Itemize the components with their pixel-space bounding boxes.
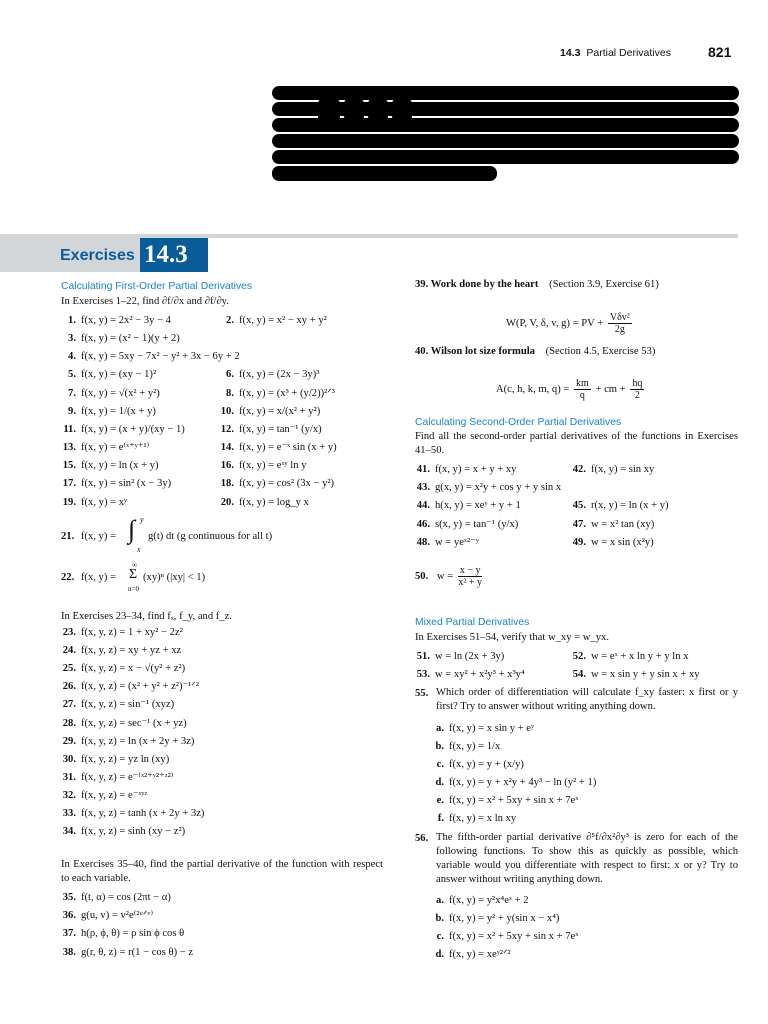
- exercise-expression: f(x, y) = 1/(x + y): [81, 405, 156, 417]
- exercise-item: [50, 717, 187, 730]
- exercise-expression: h(ρ, ϕ, θ) = ρ sin ϕ cos θ: [81, 928, 185, 940]
- exercise-expression: f(x, y) = (x + y)/(xy − 1): [81, 423, 185, 435]
- exercises-label: Exercises: [60, 247, 135, 264]
- exercise-item: [208, 405, 320, 418]
- formula-lhs: W(P, V, δ, v, g) = PV +: [506, 317, 604, 329]
- exercise-item: [208, 314, 327, 327]
- section-number: 14.3: [560, 47, 581, 59]
- exercise-40-title: 40. Wilson lot size formula: [415, 346, 535, 357]
- exercise-expression: f(x, y) = x/(x² + y²): [239, 405, 321, 417]
- exercise-number: 10.: [220, 405, 234, 417]
- exercise-item: [560, 518, 654, 531]
- intro-first-order: In Exercises 1–22, find ∂f/∂x and ∂f/∂y.: [61, 296, 229, 307]
- exercise-expression: f(x, y) = e⁽ˣ⁺ʸ⁺¹⁾: [81, 442, 150, 454]
- exercise-expression: w = xy² + x²y³ + x³y⁴: [435, 669, 525, 680]
- exercise-item: [208, 459, 307, 472]
- exercise-expression: w = x sin y + y sin x + xy: [591, 669, 700, 680]
- exercise-item: [208, 496, 309, 509]
- exercise-item: [50, 807, 204, 820]
- exercise-number: 54.: [572, 669, 586, 680]
- exercise-expression: g(u, v) = v²e⁽²ᵘᐟᵛ⁾: [81, 910, 154, 922]
- fraction-denominator: q: [579, 390, 585, 401]
- exercise-number: 14.: [220, 442, 234, 454]
- exercise-56-text: The fifth-order partial derivative ∂⁵f/∂x²∂y³ is zero for each of the following functions. To show this as quickly as possible, which variable would you differentiate with respect to first: x or y? Try to answer without writing anything down.: [436, 832, 738, 885]
- exercise-number: 50.: [415, 570, 429, 582]
- exercise-expression: f(x, y, z) = sin⁻¹ (xyz): [81, 699, 175, 711]
- exercise-item: [50, 423, 185, 436]
- exercise-number: 6.: [226, 369, 234, 381]
- exercise-item: [50, 441, 149, 454]
- fraction-numerator: Vδv²: [609, 312, 630, 323]
- sum-lower: n=0: [128, 585, 139, 593]
- exercise-item: [208, 477, 334, 490]
- exercise-expression: f(x, y, z) = tanh (x + 2y + 3z): [81, 808, 205, 819]
- exercise-item: [430, 794, 578, 807]
- exercise-expression: f(x, y) = sin xy: [591, 464, 655, 475]
- exercise-expression: f(x, y) = (x³ + (y/2))²ᐟ³: [239, 387, 335, 399]
- exercise-number: 24.: [62, 645, 76, 657]
- exercise-39-heading: [415, 278, 659, 291]
- exercise-item: [430, 812, 516, 825]
- exercise-item: [560, 499, 669, 512]
- exercise-number: 11.: [63, 423, 76, 435]
- exercise-expression: f(x, y, z) = yz ln (xy): [81, 753, 170, 765]
- fraction-denominator: 2: [634, 390, 640, 401]
- exercise-number: 36.: [62, 910, 76, 922]
- exercise-item: [50, 825, 185, 838]
- exercise-number: 34.: [62, 826, 76, 838]
- exercise-expression: f(x, y, z) = e⁻ˣʸᶻ: [81, 789, 148, 801]
- exercise-number: 35.: [62, 892, 76, 903]
- exercise-item: [50, 680, 199, 693]
- exercise-item: [50, 459, 159, 472]
- exercise-item: [430, 948, 511, 961]
- exercise-expression: g(x, y) = x²y + cos y + y sin x: [435, 482, 562, 494]
- exercise-expression: f(x, y, z) = ln (x + 2y + 3z): [81, 735, 195, 747]
- formula-fraction: [608, 312, 632, 335]
- exercise-item: [50, 662, 185, 675]
- exercise-number: 8.: [226, 387, 234, 399]
- exercise-expression: f(x, y) = sin² (x − 3y): [81, 478, 172, 490]
- exercise-number: 52.: [572, 651, 586, 662]
- integral-sign: ∫: [128, 515, 136, 544]
- exercise-expression: f(x, y) = √(x² + y²): [81, 387, 160, 399]
- exercise-item: [50, 735, 194, 748]
- exercises-banner: [0, 234, 738, 272]
- exercise-expression: f(x, y) = e⁻ˣ sin (x + y): [239, 442, 337, 454]
- exercise-item: [404, 463, 516, 476]
- exercise-40-formula: [496, 378, 644, 401]
- exercise-expression: r(x, y) = ln (x + y): [591, 500, 669, 512]
- formula-lhs: A(c, h, k, m, q) =: [496, 383, 570, 395]
- intro-41-50: Find all the second-order partial derivatives of the functions in Exercises 41–50.: [415, 431, 738, 456]
- exercise-39-formula: [506, 312, 632, 335]
- exercise-expression: f(x, y) = xʸ: [81, 496, 128, 508]
- formula-fraction: [458, 565, 483, 588]
- exercise-number: 17.: [62, 478, 76, 490]
- exercise-number: 33.: [62, 808, 76, 819]
- exercise-expression: w = x² tan (xy): [591, 518, 655, 530]
- exercise-expression: f(x, y) = y²x⁴eˣ + 2: [449, 895, 529, 906]
- exercise-expression: f(x, y, z) = 1 + xy² − 2z²: [81, 627, 183, 638]
- exercise-number: 45.: [572, 500, 586, 512]
- exercise-number: 20.: [220, 496, 234, 508]
- exercise-item: [50, 405, 156, 418]
- exercise-number: 29.: [62, 735, 76, 747]
- exercise-number: b.: [435, 913, 444, 924]
- exercise-item: [208, 423, 322, 436]
- fraction-numerator: x − y: [459, 565, 481, 576]
- exercise-item: [208, 441, 337, 454]
- exercise-item: [404, 481, 561, 494]
- exercise-expression: f(x, y) = cos² (3x − y²): [239, 478, 335, 490]
- exercise-number: 12.: [220, 423, 234, 435]
- exercise-21: [61, 530, 116, 543]
- exercise-expression: f(x, y) = y² + y(sin x − x⁴): [449, 913, 560, 924]
- heading-second-order: Calculating Second-Order Partial Derivatives: [415, 417, 622, 428]
- exercise-item: [430, 894, 529, 907]
- exercise-expression: f(x, y) = 2x² − 3y − 4: [81, 315, 171, 326]
- exercise-expression: f(x, y, z) = xy + yz + xz: [81, 645, 182, 657]
- exercise-number: 44.: [416, 500, 430, 512]
- exercise-expression: f(x, y, z) = sinh (xy − z²): [81, 826, 186, 838]
- exercise-40-heading: [415, 345, 655, 358]
- exercise-expression: h(x, y) = xeʸ + y + 1: [435, 500, 521, 512]
- exercise-expression: f(x, y) = xeʸ²ᐟ²: [449, 949, 511, 960]
- exercise-item: [404, 499, 521, 512]
- exercise-39-ref: (Section 3.9, Exercise 61): [549, 279, 659, 290]
- exercise-item: [560, 650, 689, 663]
- intro-23-34: In Exercises 23–34, find fₓ, f_y, and f_z.: [61, 611, 232, 622]
- exercise-item: [208, 368, 319, 381]
- exercise-expression: f(x, y) = y + (x/y): [449, 759, 524, 770]
- exercise-expression: f(x, y) = x ln xy: [449, 813, 517, 824]
- exercise-expression: w = ln (2x + 3y): [435, 651, 505, 662]
- exercise-item: [404, 518, 518, 531]
- exercise-number: 4.: [68, 351, 76, 363]
- page-number: 821: [708, 44, 732, 60]
- exercise-item: [50, 368, 156, 381]
- exercise-number: b.: [435, 741, 444, 752]
- intro-51-54: In Exercises 51–54, verify that w_xy = w_yx.: [415, 632, 609, 643]
- exercise-item: [50, 314, 171, 327]
- fraction-denominator: 2g: [614, 324, 625, 335]
- exercise-expression: f(x, y, z) = sec⁻¹ (x + yz): [81, 717, 187, 729]
- exercise-number: 51.: [416, 651, 430, 662]
- exercise-expression: f(x, y) = x sin y + eʸ: [449, 723, 535, 734]
- exercise-item: [50, 387, 160, 400]
- exercise-item: [50, 496, 127, 509]
- exercise-number: 2.: [226, 315, 234, 326]
- exercise-expression: g(r, θ, z) = r(1 − cos θ) − z: [81, 946, 194, 958]
- exercise-lhs: f(x, y) =: [80, 572, 117, 583]
- exercise-item: [404, 536, 479, 549]
- sum-upper: ∞: [132, 561, 137, 569]
- exercise-number: 26.: [62, 681, 76, 693]
- exercise-expression: f(x, y) = x² + 5xy + sin x + 7eˣ: [449, 931, 579, 942]
- exercise-number: 16.: [220, 460, 234, 472]
- exercise-number: a.: [436, 723, 444, 734]
- exercise-item: [560, 463, 654, 476]
- exercise-item: [430, 722, 534, 735]
- exercise-expression: f(x, y) = tan⁻¹ (y/x): [239, 423, 322, 435]
- exercise-number: 9.: [68, 405, 76, 417]
- exercise-expression: f(x, y) = log_y x: [239, 496, 309, 508]
- exercise-number: 31.: [62, 771, 76, 783]
- exercise-item: [50, 927, 184, 940]
- exercise-number: 18.: [220, 478, 234, 490]
- formula-fraction-2: [630, 378, 644, 401]
- exercise-number: 37.: [62, 928, 76, 940]
- exercise-expression: f(x, y) = 5xy − 7x² − y² + 3x − 6y + 2: [81, 351, 240, 363]
- exercise-21-body: g(t) dt (g continuous for all t): [148, 531, 273, 542]
- exercises-number: 14.3: [144, 241, 188, 268]
- heading-first-order: Calculating First-Order Partial Derivatives: [61, 281, 253, 292]
- exercise-39-title: 39. Work done by the heart: [415, 279, 539, 290]
- exercise-55-text: Which order of differentiation will calculate f_xy faster: x first or y first? Try to answer without writing anything down.: [436, 687, 738, 712]
- intro-35-40: In Exercises 35–40, find the partial derivative of the function with respect to each variable.: [61, 859, 383, 884]
- exercise-number: d.: [435, 949, 444, 960]
- exercise-number: 32.: [62, 789, 76, 801]
- exercise-lhs: f(x, y) =: [80, 531, 117, 542]
- exercise-50: [415, 565, 482, 588]
- exercise-number: 47.: [572, 518, 586, 530]
- formula-middle: + cm +: [595, 383, 626, 395]
- exercise-expression: f(x, y) = ln (x + y): [81, 460, 159, 472]
- exercise-item: [430, 740, 500, 753]
- exercise-item: [50, 477, 171, 490]
- exercise-number: 46.: [416, 518, 430, 530]
- exercise-item: [50, 332, 180, 345]
- exercise-number: 42.: [572, 464, 586, 475]
- exercise-expression: f(x, y) = x² + 5xy + sin x + 7eˣ: [449, 795, 579, 806]
- exercise-expression: f(x, y, z) = e⁻⁽ˣ²⁺ʸ²⁺ᶻ²⁾: [81, 771, 174, 783]
- exercise-item: [50, 350, 240, 363]
- exercise-number: 28.: [62, 717, 76, 729]
- exercise-item: [430, 758, 524, 771]
- exercise-number: 49.: [572, 536, 586, 548]
- exercise-22-body: (xy)ⁿ (|xy| < 1): [143, 572, 206, 583]
- exercise-number: 41.: [416, 464, 430, 475]
- exercise-item: [430, 912, 559, 925]
- fraction-numerator: km: [576, 378, 589, 389]
- exercise-item: [404, 650, 504, 663]
- exercise-40-ref: (Section 4.5, Exercise 53): [545, 346, 656, 357]
- exercise-55-number: 55.: [415, 688, 429, 699]
- exercise-item: [50, 946, 193, 959]
- sum-sign: Σ: [129, 567, 138, 582]
- heading-mixed: Mixed Partial Derivatives: [415, 617, 530, 628]
- exercise-expression: f(x, y) = x + y + xy: [435, 464, 517, 475]
- exercise-expression: f(x, y) = (x² − 1)(y + 2): [81, 333, 180, 345]
- integral-lower: x: [137, 545, 141, 554]
- exercise-expression: f(t, α) = cos (2πt − α): [81, 892, 171, 903]
- exercise-number: 48.: [416, 536, 430, 548]
- exercise-item: [430, 776, 596, 789]
- exercise-item: [208, 387, 335, 400]
- exercise-expression: w = yeˣ²⁻ʸ: [435, 536, 479, 548]
- exercise-number: 19.: [62, 496, 76, 508]
- exercise-number: 43.: [416, 482, 430, 494]
- exercise-number: d.: [435, 777, 444, 788]
- section-title: Partial Derivatives: [586, 47, 671, 59]
- formula-fraction-1: [574, 378, 591, 401]
- exercise-number: 13.: [62, 442, 76, 454]
- exercise-number: 15.: [62, 460, 76, 472]
- formula-lhs: w =: [436, 570, 454, 582]
- exercise-expression: f(x, y, z) = x − √(y² + z²): [81, 663, 186, 675]
- exercise-item: [430, 930, 578, 943]
- integral-upper: y: [140, 515, 144, 524]
- exercise-number: 30.: [62, 753, 76, 765]
- exercise-expression: s(x, y) = tan⁻¹ (y/x): [435, 518, 519, 530]
- exercise-number: 3.: [68, 333, 76, 345]
- exercise-item: [50, 753, 169, 766]
- exercise-number: a.: [436, 895, 444, 906]
- exercise-number: 53.: [416, 669, 430, 680]
- exercise-expression: f(x, y) = (xy − 1)²: [81, 369, 157, 381]
- exercise-item: [50, 771, 173, 784]
- exercise-item: [50, 644, 181, 657]
- exercise-number: c.: [436, 759, 444, 770]
- exercise-expression: f(x, y) = y + x²y + 4y³ − ln (y² + 1): [449, 777, 597, 788]
- exercise-expression: w = eˣ + x ln y + y ln x: [591, 651, 689, 662]
- exercise-item: [50, 789, 147, 802]
- exercise-number: 22.: [61, 572, 75, 583]
- exercise-expression: f(x, y) = (2x − 3y)³: [239, 369, 320, 381]
- exercise-item: [50, 626, 183, 639]
- exercise-expression: f(x, y) = x² − xy + y²: [239, 315, 327, 326]
- running-header: [560, 47, 671, 59]
- exercise-item: [404, 668, 525, 681]
- exercise-item: [50, 698, 174, 711]
- exercise-number: 38.: [62, 946, 76, 958]
- exercise-expression: w = x sin (x²y): [591, 536, 654, 548]
- exercise-number: 25.: [62, 663, 76, 675]
- fraction-denominator: x² + y: [458, 577, 482, 588]
- exercise-number: 5.: [68, 369, 76, 381]
- exercise-number: 21.: [61, 531, 75, 542]
- exercise-number: 27.: [62, 699, 76, 711]
- exercise-expression: f(x, y) = 1/x: [449, 741, 501, 752]
- exercise-expression: f(x, y) = eˣʸ ln y: [239, 460, 307, 472]
- exercise-22: [61, 571, 116, 584]
- exercise-number: 7.: [68, 387, 76, 399]
- exercise-item: [560, 668, 700, 681]
- exercise-number: f.: [437, 813, 444, 824]
- exercise-number: 23.: [62, 627, 76, 638]
- exercise-item: [50, 909, 153, 922]
- exercise-number: e.: [436, 795, 444, 806]
- exercise-item: [560, 536, 654, 549]
- exercise-56-number: 56.: [415, 833, 429, 844]
- exercise-item: [50, 891, 171, 904]
- exercise-expression: f(x, y, z) = (x² + y² + z²)⁻¹ᐟ²: [81, 681, 199, 693]
- exercise-number: 1.: [68, 315, 76, 326]
- fraction-numerator: hq: [632, 378, 643, 389]
- exercise-number: c.: [436, 931, 444, 942]
